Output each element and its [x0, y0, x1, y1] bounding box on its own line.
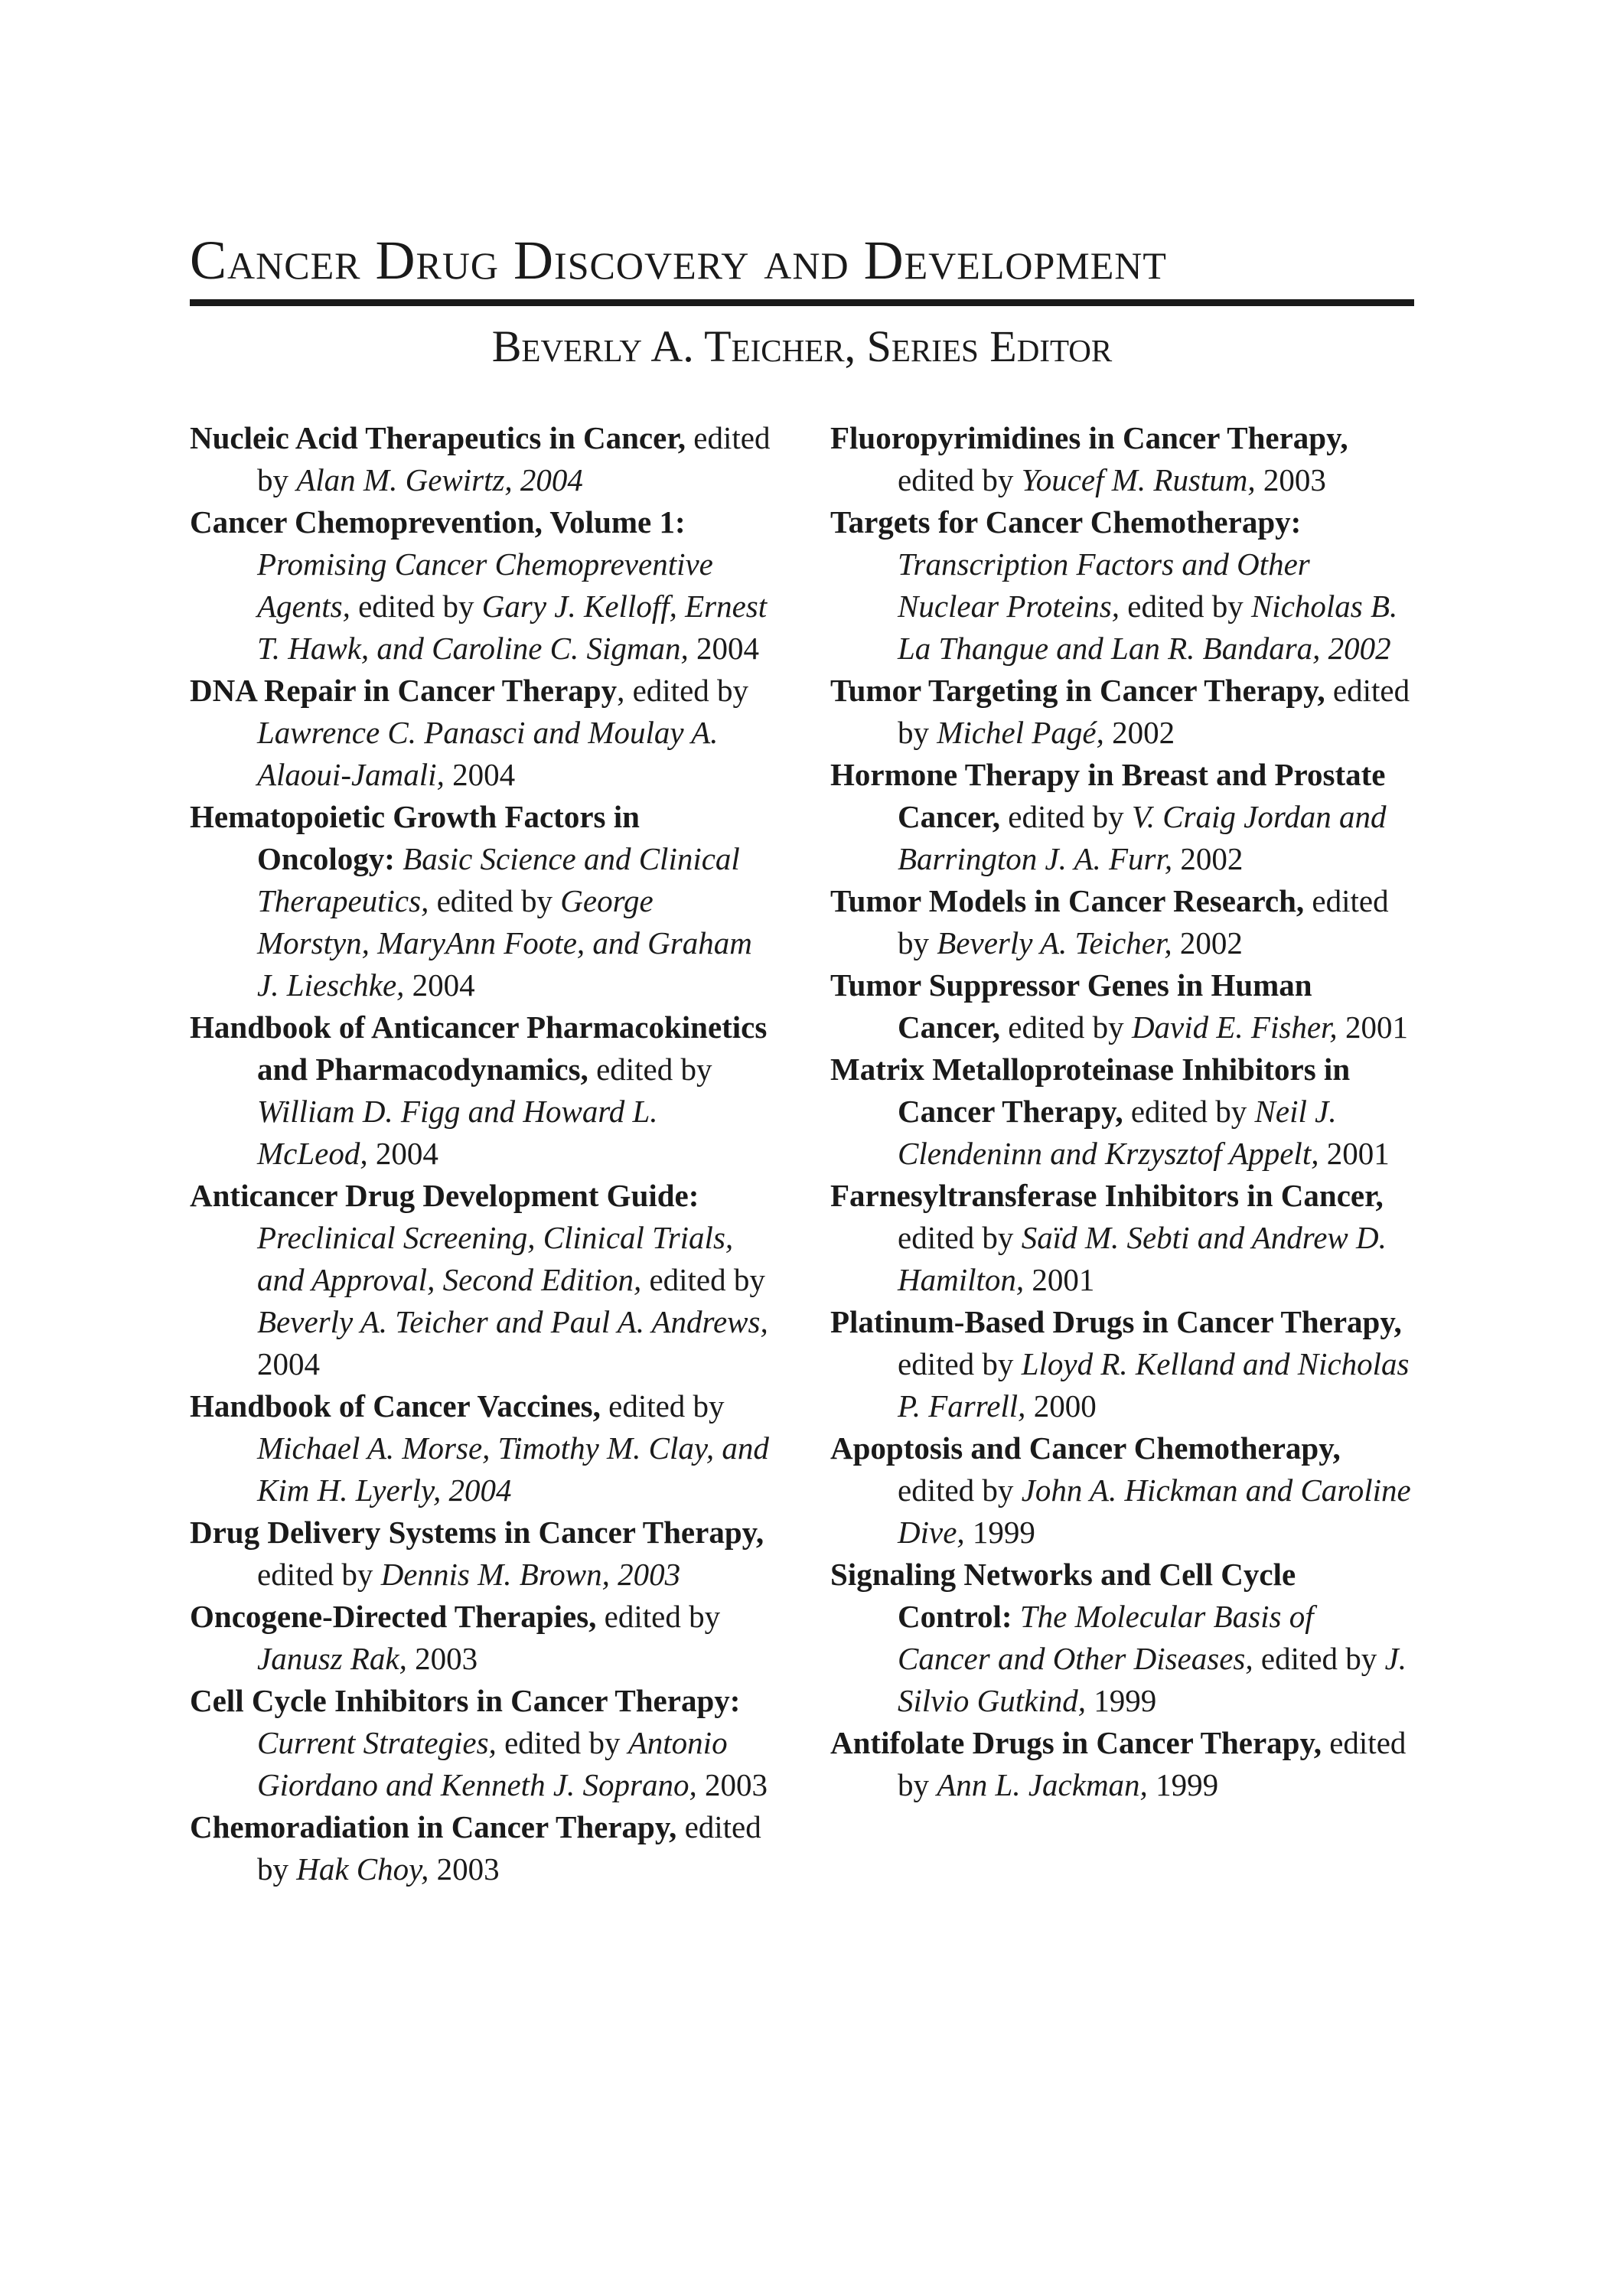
book-year: 2004	[404, 967, 475, 1003]
book-year: 2003	[696, 1767, 768, 1802]
edited-by: , edited by	[617, 673, 749, 708]
book-entry	[190, 670, 771, 796]
edited-by: edited by	[257, 420, 771, 497]
edited-by: edited by	[898, 1346, 1022, 1381]
book-subtitle: Basic Science and Clinical Therapeutics,	[257, 841, 740, 918]
book-entry	[830, 754, 1412, 880]
book-year: 2003	[406, 1641, 478, 1676]
book-editors: Neil J. Clendeninn and Krzysztof Appelt,	[898, 1094, 1337, 1171]
book-year: 2004	[688, 631, 760, 666]
edited-by: edited by	[1253, 1641, 1385, 1676]
book-editors: Saïd M. Sebti and Andrew D. Hamilton,	[898, 1220, 1387, 1297]
book-year: 2002	[1172, 841, 1244, 876]
book-year: 2003	[429, 1851, 500, 1887]
edited-by: edited by	[596, 1599, 721, 1634]
book-entry	[830, 964, 1412, 1049]
book-year: 1999	[1085, 1683, 1157, 1718]
book-title: Matrix Metalloproteinase Inhibitors in Cancer Therapy,	[830, 1052, 1351, 1129]
book-editors: Lawrence C. Panasci and Moulay A. Alaoui-Jamali,	[257, 715, 719, 792]
book-title: Drug Delivery Systems in Cancer Therapy,	[190, 1515, 764, 1550]
book-entry	[190, 501, 771, 670]
book-title: Cell Cycle Inhibitors in Cancer Therapy:	[190, 1683, 741, 1718]
book-entry	[190, 1680, 771, 1806]
book-entry	[830, 1554, 1412, 1722]
book-title: Handbook of Anticancer Pharmacokinetics and Pharmacodynamics,	[190, 1009, 768, 1087]
book-editors: Nicholas B. La Thangue and Lan R. Bandara, 2002	[898, 589, 1398, 666]
book-entry	[190, 1006, 771, 1175]
book-entry	[190, 1385, 771, 1512]
book-entry	[830, 1175, 1412, 1301]
book-editors: Beverly A. Teicher,	[937, 925, 1172, 960]
book-year: 2001	[1319, 1136, 1390, 1171]
series-editor: Beverly A. Teicher, Series Editor	[491, 321, 1113, 371]
book-editors: Gary J. Kelloff, Ernest T. Hawk, and Caroline C. Sigman,	[257, 589, 768, 666]
edited-by: edited by	[898, 462, 1022, 497]
edited-by: edited by	[1120, 589, 1251, 624]
book-title: Signaling Networks and Cell Cycle Control:	[830, 1557, 1296, 1634]
book-subtitle: Preclinical Screening, Clinical Trials, and Approval, Second Edition,	[257, 1220, 734, 1297]
edited-by: edited by	[257, 1557, 381, 1592]
edited-by: edited by	[641, 1262, 765, 1297]
book-entry	[190, 417, 771, 501]
left-column	[190, 417, 771, 1890]
book-year: 2003	[1255, 462, 1326, 497]
book-entry	[830, 501, 1412, 670]
edited-by: edited by	[898, 883, 1389, 960]
book-entry	[190, 1512, 771, 1596]
book-year: 2004	[444, 757, 516, 792]
book-editors: V. Craig Jordan and Barrington J. A. Furr,	[898, 799, 1387, 876]
book-editors: George Morstyn, MaryAnn Foote, and Graham J. Lieschke,	[257, 883, 752, 1003]
edited-by: edited by	[1123, 1094, 1255, 1129]
edited-by: edited by	[350, 589, 482, 624]
book-subtitle: Current Strategies,	[257, 1725, 497, 1760]
book-editors: William D. Figg and Howard L. McLeod,	[257, 1094, 658, 1171]
book-year: 2002	[1103, 715, 1175, 750]
book-title: Targets for Cancer Chemotherapy:	[830, 504, 1302, 540]
edited-by: edited by	[429, 883, 561, 918]
book-year: 1999	[1147, 1767, 1219, 1802]
book-title: Handbook of Cancer Vaccines,	[190, 1388, 601, 1424]
book-entry	[830, 1427, 1412, 1554]
book-subtitle: Transcription Factors and Other Nuclear Proteins,	[898, 546, 1310, 624]
book-entry	[830, 880, 1412, 964]
book-editors: Janusz Rak,	[257, 1641, 407, 1676]
book-title: Tumor Models in Cancer Research,	[830, 883, 1305, 918]
book-year: 2001	[1024, 1262, 1095, 1297]
edited-by: edited by	[898, 673, 1410, 750]
book-title: Antifolate Drugs in Cancer Therapy,	[830, 1725, 1322, 1760]
book-title: Cancer Chemoprevention, Volume 1:	[190, 504, 686, 540]
edited-by: edited by	[1000, 799, 1132, 834]
book-entry	[190, 796, 771, 1006]
book-editors: Ann L. Jackman,	[937, 1767, 1148, 1802]
book-editors: Hak Choy,	[296, 1851, 429, 1887]
book-title: Hematopoietic Growth Factors in Oncology:	[190, 799, 640, 876]
book-entry	[830, 1722, 1412, 1806]
book-title: DNA Repair in Cancer Therapy	[190, 673, 618, 708]
book-year: 1999	[964, 1515, 1035, 1550]
book-year: 2004	[257, 1346, 320, 1381]
series-title: Cancer Drug Discovery and Development	[190, 230, 1167, 291]
book-title: Hormone Therapy in Breast and Prostate Cancer,	[830, 757, 1386, 834]
book-year: 2000	[1025, 1388, 1097, 1424]
edited-by: edited by	[898, 1220, 1022, 1255]
book-editors: Antonio Giordano and Kenneth J. Soprano,	[257, 1725, 728, 1802]
edited-by: edited by	[1000, 1009, 1132, 1045]
edited-by: edited by	[257, 1809, 761, 1887]
book-title: Nucleic Acid Therapeutics in Cancer,	[190, 420, 686, 455]
book-editors: Alan M. Gewirtz, 2004	[296, 462, 583, 497]
book-title: Chemoradiation in Cancer Therapy,	[190, 1809, 677, 1844]
book-entry	[830, 1049, 1412, 1175]
book-editors: Beverly A. Teicher and Paul A. Andrews,	[257, 1304, 768, 1339]
book-subtitle: Promising Cancer Chemopreventive Agents,	[257, 546, 713, 624]
book-editors: Lloyd R. Kelland and Nicholas P. Farrell,	[898, 1346, 1410, 1424]
edited-by: edited by	[898, 1473, 1022, 1508]
edited-by: edited by	[496, 1725, 628, 1760]
book-editors: Youcef M. Rustum,	[1021, 462, 1256, 497]
book-title: Anticancer Drug Development Guide:	[190, 1178, 699, 1213]
book-year: 2004	[367, 1136, 438, 1171]
book-editors: John A. Hickman and Caroline Dive,	[898, 1473, 1411, 1550]
book-title: Oncogene-Directed Therapies,	[190, 1599, 597, 1634]
book-title: Fluoropyrimidines in Cancer Therapy,	[830, 420, 1348, 455]
book-editors: Dennis M. Brown, 2003	[380, 1557, 681, 1592]
book-editors: J. Silvio Gutkind,	[898, 1641, 1407, 1718]
edited-by: edited by	[588, 1052, 712, 1087]
edited-by: edited by	[600, 1388, 725, 1424]
book-entry	[190, 1806, 771, 1890]
book-title: Platinum-Based Drugs in Cancer Therapy,	[830, 1304, 1402, 1339]
book-editors: David E. Fisher,	[1131, 1009, 1338, 1045]
book-entry	[190, 1175, 771, 1385]
book-title: Farnesyltransferase Inhibitors in Cancer,	[830, 1178, 1384, 1213]
book-subtitle: The Molecular Basis of Cancer and Other Diseases,	[898, 1599, 1314, 1676]
book-title: Tumor Targeting in Cancer Therapy,	[830, 673, 1325, 708]
right-column	[830, 417, 1412, 1806]
title-rule	[190, 299, 1414, 306]
book-year: 2001	[1337, 1009, 1408, 1045]
book-entry	[190, 1596, 771, 1680]
book-year: 2002	[1172, 925, 1243, 960]
book-editors: Michel Pagé,	[937, 715, 1104, 750]
book-entry	[830, 670, 1412, 754]
book-editors: Michael A. Morse, Timothy M. Clay, and Kim H. Lyerly, 2004	[257, 1430, 769, 1508]
book-entry	[830, 1301, 1412, 1427]
book-title: Tumor Suppressor Genes in Human Cancer,	[830, 967, 1312, 1045]
edited-by: edited by	[898, 1725, 1407, 1802]
book-entry	[830, 417, 1412, 501]
book-title: Apoptosis and Cancer Chemotherapy,	[830, 1430, 1341, 1466]
